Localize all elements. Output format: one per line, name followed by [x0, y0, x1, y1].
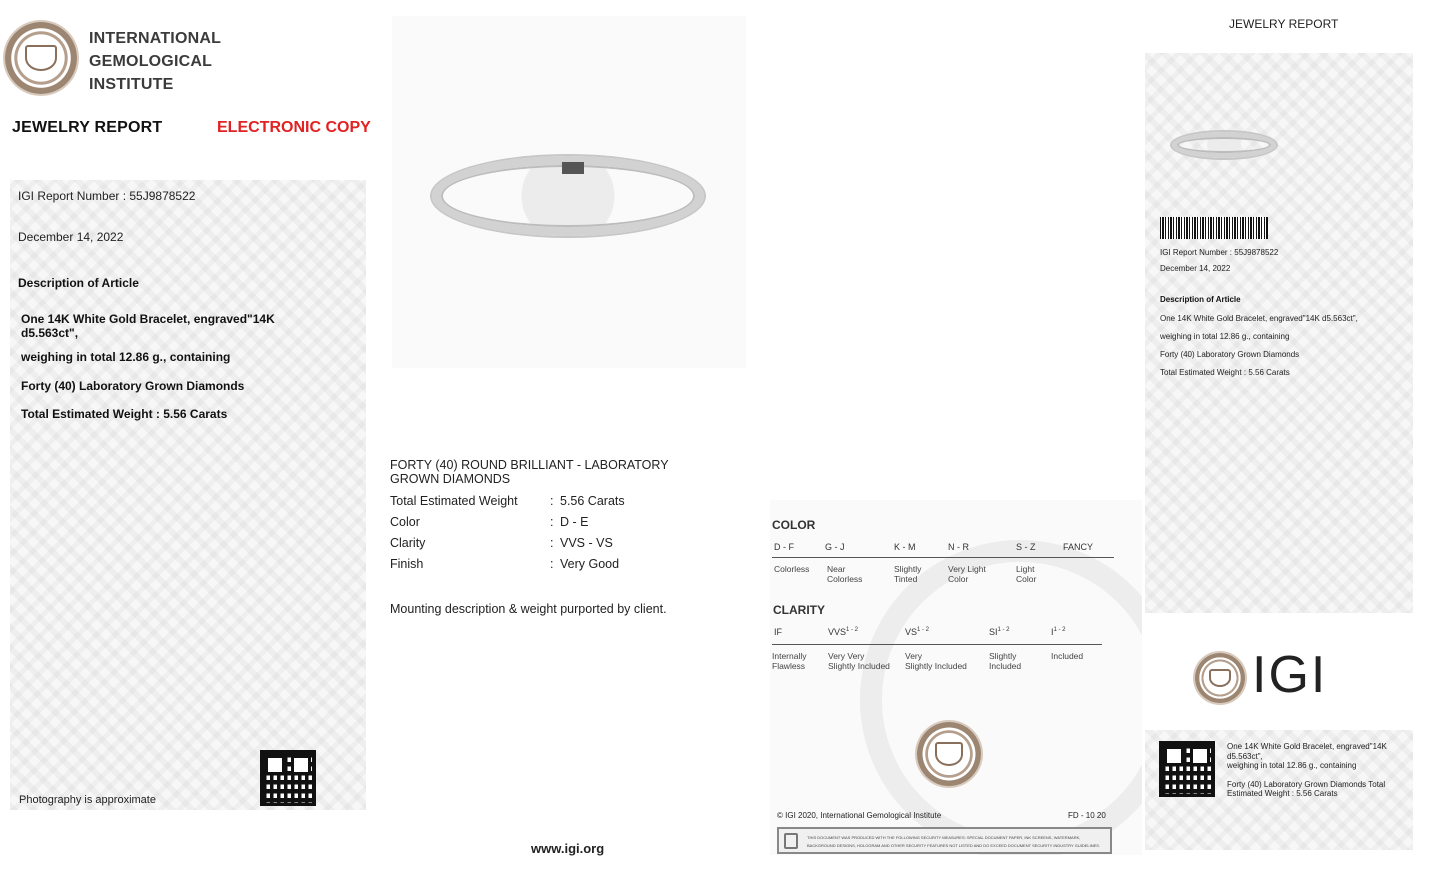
report-number: IGI Report Number : 55J9878522: [18, 189, 196, 203]
color-desc-line: Color: [1016, 574, 1037, 584]
color-desc-line: Very Light: [948, 564, 986, 574]
clarity-desc-line: Flawless: [772, 661, 806, 671]
description-line-1: One 14K White Gold Bracelet, engraved"14K d5.563ct",: [21, 312, 275, 340]
watermark-seal: [860, 540, 1142, 855]
clarity-desc-line: Slightly Included: [828, 661, 890, 671]
spec-key: Color: [390, 514, 420, 529]
igi-seal-logo: [5, 22, 77, 94]
right-description-line: One 14K White Gold Bracelet, engraved"14K d5.563ct",: [1160, 314, 1358, 323]
description-heading: Description of Article: [18, 276, 139, 290]
clarity-grade: [905, 627, 929, 637]
spec-heading: FORTY (40) ROUND BRILLIANT - LABORATORY GROWN DIAMONDS: [390, 458, 669, 486]
clarity-desc-line: Included: [1051, 651, 1084, 661]
brand-line-3: INSTITUTE: [89, 76, 174, 93]
right-stub-line: weighing in total 12.86 g., containing: [1227, 761, 1357, 770]
copyright-text: © IGI 2020, International Gemological Institute: [777, 811, 942, 820]
spec-row-finish: [390, 553, 625, 574]
spec-colon: :: [550, 493, 554, 508]
color-desc-line: Near: [827, 564, 846, 574]
color-desc-line: Tinted: [894, 574, 918, 584]
report-title: JEWELRY REPORT: [12, 119, 163, 136]
color-title: COLOR: [772, 518, 816, 532]
clarity-grade-sup: 1 - 2: [917, 627, 930, 633]
right-description-line: weighing in total 12.86 g., containing: [1160, 332, 1290, 341]
color-desc-line: Colorless: [827, 574, 863, 584]
right-report-number: IGI Report Number : 55J9878522: [1160, 248, 1279, 257]
brand-line-2: GEMOLOGICAL: [89, 53, 213, 70]
color-desc: [948, 564, 986, 584]
clarity-desc-line: Slightly: [989, 651, 1017, 661]
clarity-desc-line: Internally: [772, 651, 807, 661]
color-grade: D - F: [774, 542, 794, 552]
color-grade: G - J: [825, 542, 845, 552]
clarity-grade: [1051, 627, 1066, 637]
spec-key: Finish: [390, 556, 424, 571]
security-notice-line-2: BACKGROUND DESIGNS, HOLOGRAM AND OTHER SECURITY FEATURES NOT LISTED AND DO EXCEED DOCUMENT SECURITY INDUSTRY GUIDELINES.: [807, 843, 1101, 848]
qr-code[interactable]: [260, 750, 316, 806]
clarity-desc-line: Included: [989, 661, 1022, 671]
photo-note: Photography is approximate: [19, 794, 156, 806]
document-icon: [784, 833, 798, 849]
electronic-copy-label: ELECTRONIC COPY: [217, 119, 371, 136]
right-description: [1160, 310, 1410, 382]
color-desc-line: Slightly: [894, 564, 922, 574]
igi-seal-small: [917, 722, 981, 786]
right-report-date: December 14, 2022: [1160, 264, 1231, 273]
institute-name: [89, 27, 221, 96]
spec-key: Total Estimated Weight: [390, 493, 518, 508]
color-desc: [774, 564, 809, 574]
color-desc-line: Colorless: [774, 564, 810, 574]
spec-key: Clarity: [390, 535, 426, 550]
clarity-grade-base: I: [1051, 627, 1054, 637]
color-scale-divider: [772, 557, 1114, 558]
clarity-grade: [989, 627, 1010, 637]
bracelet-clasp: [562, 162, 584, 174]
description-line-2: weighing in total 12.86 g., containing: [21, 350, 231, 364]
clarity-scale-divider: [772, 644, 1102, 645]
right-description-line: Total Estimated Weight : 5.56 Carats: [1160, 368, 1290, 377]
right-stub: [1227, 742, 1407, 799]
left-security-background: [10, 180, 366, 810]
color-grade: S - Z: [1016, 542, 1036, 552]
clarity-desc: [905, 651, 967, 671]
color-grade: N - R: [948, 542, 969, 552]
color-desc-line: Color: [948, 574, 969, 584]
clarity-grade-base: IF: [774, 627, 782, 637]
clarity-desc: [1051, 651, 1083, 661]
spec-value: D - E: [560, 514, 589, 529]
spec-colon: :: [550, 535, 554, 550]
color-grade: K - M: [894, 542, 916, 552]
spec-list: [390, 490, 625, 574]
clarity-grade: [774, 627, 782, 637]
right-bracelet-image: [1172, 132, 1276, 158]
clarity-grade-sup: 1 - 2: [846, 627, 859, 633]
igi-logo-seal: [1195, 653, 1245, 703]
mounting-note: Mounting description & weight purported by client.: [390, 602, 667, 616]
clarity-grade-sup: 1 - 2: [997, 627, 1010, 633]
spec-row-color: [390, 511, 625, 532]
right-stub-line: One 14K White Gold Bracelet, engraved"14K d5.563ct",: [1227, 742, 1387, 761]
description-line-3: Forty (40) Laboratory Grown Diamonds: [21, 379, 245, 393]
igi-logo-text: IGI: [1252, 646, 1328, 704]
spec-value: 5.56 Carats: [560, 493, 625, 508]
spec-colon: :: [550, 514, 554, 529]
clarity-desc: [828, 651, 890, 671]
color-desc: [1016, 564, 1036, 584]
clarity-desc-line: Slightly Included: [905, 661, 967, 671]
spec-value: Very Good: [560, 556, 620, 571]
clarity-desc: [989, 651, 1021, 671]
bracelet-photo: [392, 16, 746, 368]
spec-row-weight: [390, 490, 625, 511]
clarity-desc-line: Very: [905, 651, 923, 661]
report-date: December 14, 2022: [18, 230, 124, 244]
website-link[interactable]: www.igi.org: [531, 841, 605, 856]
clarity-grade: [828, 627, 858, 637]
security-notice-box: [777, 827, 1112, 854]
clarity-grade-base: SI: [989, 627, 998, 637]
clarity-grade-base: VVS: [828, 627, 847, 637]
security-notice-line-1: THIS DOCUMENT WAS PRODUCED WITH THE FOLLOWING SECURITY MEASURES: SPECIAL DOCUMENT PAPER, INK SCREENS, WATERMARK,: [807, 835, 1081, 840]
clarity-grade-base: VS: [905, 627, 918, 637]
clarity-grade-sup: 1 - 2: [1053, 627, 1066, 633]
spec-value: VVS - VS: [560, 535, 613, 550]
right-description-heading: Description of Article: [1160, 295, 1241, 304]
right-qr-code[interactable]: [1159, 741, 1215, 797]
right-description-line: Forty (40) Laboratory Grown Diamonds: [1160, 350, 1300, 359]
brand-line-1: INTERNATIONAL: [89, 30, 222, 47]
color-desc-line: Light: [1016, 564, 1035, 574]
right-report-title: JEWELRY REPORT: [1229, 17, 1339, 31]
color-desc: [827, 564, 862, 584]
color-desc: [894, 564, 921, 584]
barcode: [1160, 217, 1268, 239]
scales-watermark: [770, 500, 1142, 855]
color-grade: FANCY: [1063, 542, 1094, 552]
clarity-desc: [772, 651, 807, 671]
form-code: FD - 10 20: [1068, 811, 1106, 820]
spec-row-clarity: [390, 532, 625, 553]
description-line-4: Total Estimated Weight : 5.56 Carats: [21, 407, 228, 421]
clarity-desc-line: Very Very: [828, 651, 865, 661]
clarity-title: CLARITY: [773, 603, 825, 617]
right-stub-line: Forty (40) Laboratory Grown Diamonds Total Estimated Weight : 5.56 Carats: [1227, 779, 1386, 798]
spec-colon: :: [550, 556, 554, 571]
